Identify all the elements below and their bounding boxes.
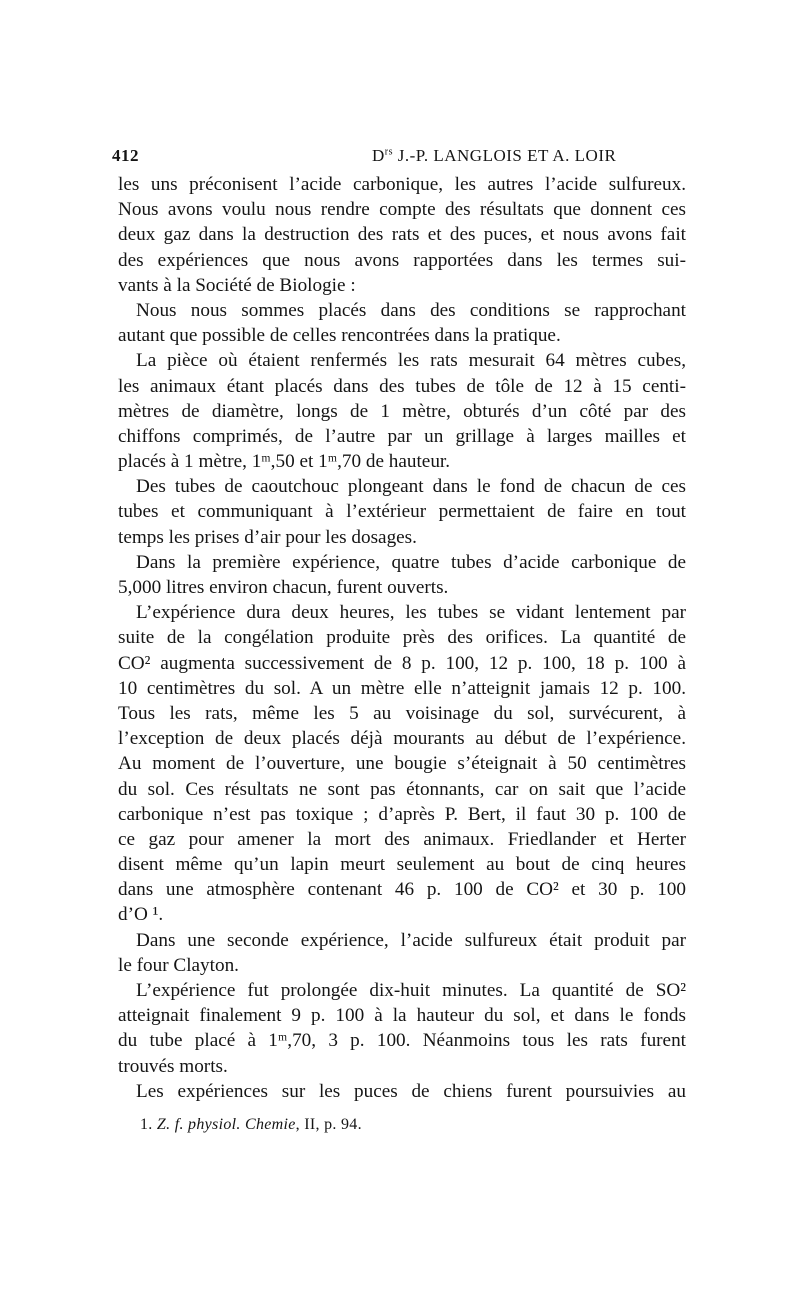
text-line: trouvés morts. bbox=[118, 1055, 228, 1077]
page-number: 412 bbox=[112, 146, 139, 165]
text-line: Des tubes de caoutchouc plongeant dans le fond de chacun de ces bbox=[136, 476, 686, 498]
text-line: les animaux étant placés dans des tubes de tôle de 12 à 15 centi- bbox=[118, 375, 686, 397]
text-line: vants à la Société de Biologie : bbox=[118, 274, 356, 296]
paragraph-1 bbox=[118, 172, 686, 298]
text-line: autant que possible de celles rencontrées dans la pratique. bbox=[118, 325, 561, 347]
paragraph-3 bbox=[118, 348, 686, 474]
text-line: L’expérience fut prolongée dix-huit minutes. La quantité de SO² bbox=[136, 980, 686, 1001]
body-text bbox=[118, 172, 686, 1104]
text-line: mètres de diamètre, longs de 1 mètre, obturés d’un côté par des bbox=[118, 400, 686, 422]
text-line: carbonique n’est pas toxique ; d’après P. Bert, il faut 30 p. 100 de bbox=[118, 803, 686, 825]
text-line: tubes et communiquant à l’extérieur permettaient de faire en tout bbox=[118, 501, 686, 523]
text-line: d’O ¹. bbox=[118, 904, 164, 926]
paragraph-2 bbox=[118, 298, 686, 348]
paragraph-8 bbox=[118, 978, 686, 1079]
text-line: Les expériences sur les puces de chiens furent poursuivies au bbox=[136, 1080, 686, 1102]
footnote-source: Z. f. physiol. Chemie bbox=[156, 1116, 296, 1133]
running-title-names: J.-P. LANGLOIS ET A. LOIR bbox=[393, 146, 617, 165]
footnote-number: 1. bbox=[140, 1116, 157, 1133]
paragraph-4 bbox=[118, 474, 686, 550]
text-line: temps les prises d’air pour les dosages. bbox=[118, 526, 417, 548]
text-line: Dans la première expérience, quatre tubes d’acide carbonique de bbox=[136, 551, 686, 573]
text-line: L’expérience dura deux heures, les tubes se vidant lentement par bbox=[136, 602, 686, 624]
text-line: le four Clayton. bbox=[118, 954, 239, 976]
text-line: des expériences que nous avons rapportées dans les termes sui- bbox=[118, 249, 686, 271]
paragraph-7 bbox=[118, 928, 686, 978]
text-line: Tous les rats, même les 5 au voisinage du sol, survécurent, à bbox=[118, 702, 686, 724]
text-line: du tube placé à 1ᵐ,70, 3 p. 100. Néanmoins tous les rats furent bbox=[118, 1030, 686, 1052]
text-line: suite de la congélation produite près des orifices. La quantité de bbox=[118, 627, 686, 649]
text-line: La pièce où étaient renfermés les rats mesurait 64 mètres cubes, bbox=[136, 350, 686, 372]
text-line: Nous nous sommes placés dans des conditions se rapprochant bbox=[136, 299, 686, 321]
running-title-prefix: D bbox=[372, 146, 385, 165]
running-head bbox=[112, 146, 684, 170]
running-title bbox=[372, 146, 616, 166]
paragraph-5 bbox=[118, 550, 686, 600]
text-line: l’exception de deux placés déjà mourants au début de l’expérience. bbox=[118, 728, 686, 750]
text-line: 5,000 litres environ chacun, furent ouverts. bbox=[118, 577, 449, 598]
text-line: Nous avons voulu nous rendre compte des résultats que donnent ces bbox=[118, 199, 686, 221]
text-line: Au moment de l’ouverture, une bougie s’éteignait à 50 centimètres bbox=[118, 753, 686, 775]
text-line: placés à 1 mètre, 1ᵐ,50 et 1ᵐ,70 de hauteur. bbox=[118, 451, 451, 473]
paragraph-9 bbox=[118, 1079, 686, 1104]
running-title-superscript: rs bbox=[384, 146, 394, 158]
text-line: du sol. Ces résultats ne sont pas étonnants, car on sait que l’acide bbox=[118, 778, 686, 800]
text-line: CO² augmenta successivement de 8 p. 100, 12 p. 100, 18 p. 100 à bbox=[118, 652, 686, 674]
text-line: les uns préconisent l’acide carbonique, les autres l’acide sulfureux. bbox=[118, 174, 686, 195]
text-line: atteignait finalement 9 p. 100 à la hauteur du sol, et dans le fonds bbox=[118, 1005, 686, 1027]
text-line: dans une atmosphère contenant 46 p. 100 de CO² et 30 p. 100 bbox=[118, 879, 686, 901]
footnote bbox=[140, 1116, 362, 1134]
footnote-reference: , II, p. 94. bbox=[295, 1116, 362, 1133]
text-line: ce gaz pour amener la mort des animaux. Friedlander et Herter bbox=[118, 828, 686, 850]
text-line: chiffons comprimés, de l’autre par un grillage à larges mailles et bbox=[118, 425, 686, 447]
text-line: 10 centimètres du sol. A un mètre elle n’atteignit jamais 12 p. 100. bbox=[118, 677, 686, 699]
text-line: disent même qu’un lapin meurt seulement au bout de cinq heures bbox=[118, 854, 686, 876]
paragraph-6 bbox=[118, 600, 686, 927]
text-line: deux gaz dans la destruction des rats et des puces, et nous avons fait bbox=[118, 224, 686, 246]
text-line: Dans une seconde expérience, l’acide sulfureux était produit par bbox=[136, 929, 686, 951]
